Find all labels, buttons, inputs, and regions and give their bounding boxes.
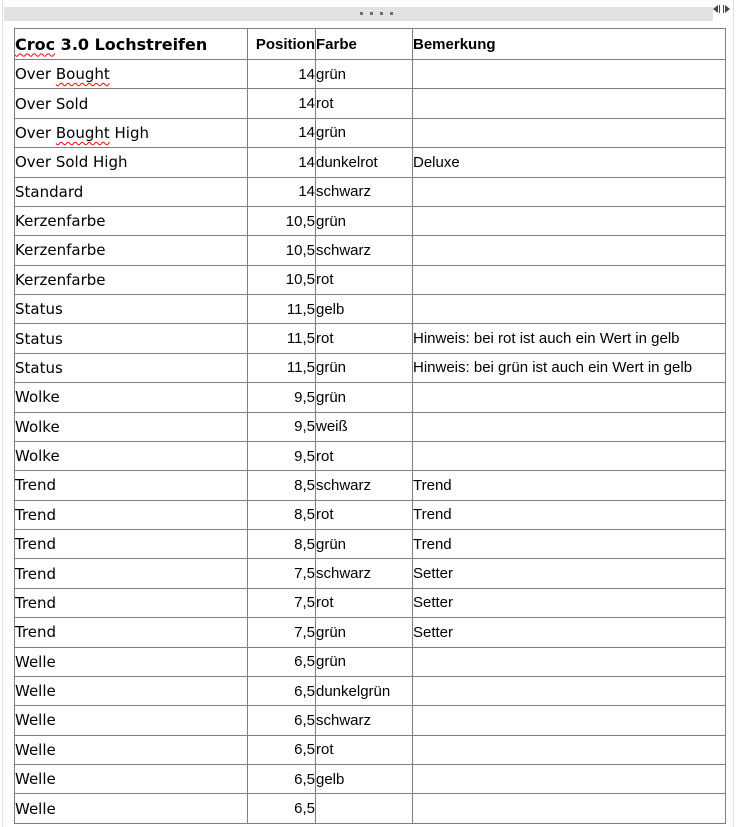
table-row [15,265,726,294]
farbe-cell[interactable]: rot [316,588,413,617]
triangle-right-icon [725,5,730,13]
name-cell[interactable]: Kerzenfarbe [15,206,248,235]
bemerkung-cell[interactable] [413,206,726,235]
name-cell[interactable]: Status [15,353,248,382]
table-row [15,500,726,529]
bemerkung-cell[interactable]: Hinweis: bei rot ist auch ein Wert in gelb [413,324,726,353]
table-body [15,60,726,824]
table-row [15,60,726,89]
bemerkung-cell[interactable] [413,441,726,470]
position-cell[interactable]: 10,5 [248,236,316,265]
table-row [15,471,726,500]
table-row [15,735,726,764]
bemerkung-cell[interactable] [413,89,726,118]
name-cell[interactable]: Over Bought [15,60,248,89]
position-cell[interactable]: 10,5 [248,265,316,294]
bemerkung-cell[interactable]: Setter [413,618,726,647]
farbe-cell[interactable]: grün [316,530,413,559]
position-cell[interactable]: 10,5 [248,206,316,235]
farbe-cell[interactable]: rot [316,89,413,118]
position-cell[interactable]: 9,5 [248,441,316,470]
collapse-right-icon[interactable] [723,5,730,13]
table-row [15,148,726,177]
table-row [15,706,726,735]
position-cell[interactable]: 6,5 [248,647,316,676]
table-row [15,765,726,794]
farbe-cell[interactable]: weiß [316,412,413,441]
name-cell[interactable]: Trend [15,618,248,647]
farbe-cell[interactable]: schwarz [316,236,413,265]
collapse-left-icon[interactable] [713,5,720,13]
name-cell[interactable]: Welle [15,647,248,676]
misspelled-word: Bought [55,123,110,142]
bemerkung-cell[interactable] [413,794,726,823]
name-cell[interactable]: Trend [15,500,248,529]
name-cell[interactable]: Standard [15,177,248,206]
farbe-cell[interactable]: schwarz [316,559,413,588]
misspelled-word: Bought [55,65,110,84]
name-cell[interactable]: Welle [15,794,248,823]
bemerkung-cell[interactable] [413,236,726,265]
position-cell[interactable]: 11,5 [248,295,316,324]
triangle-left-icon [713,5,718,13]
farbe-cell[interactable]: grün [316,60,413,89]
table-row [15,647,726,676]
name-cell[interactable]: Wolke [15,383,248,412]
table-row [15,206,726,235]
bemerkung-cell[interactable]: Trend [413,530,726,559]
panel-right-edge [733,0,734,827]
panel-left-edge [2,0,3,827]
bemerkung-cell[interactable] [413,412,726,441]
farbe-cell[interactable]: rot [316,324,413,353]
name-cell[interactable]: Trend [15,530,248,559]
table-row [15,236,726,265]
position-cell[interactable]: 8,5 [248,530,316,559]
bemerkung-cell[interactable]: Setter [413,588,726,617]
bemerkung-cell[interactable]: Setter [413,559,726,588]
farbe-cell[interactable]: rot [316,500,413,529]
bemerkung-cell[interactable] [413,177,726,206]
bemerkung-cell[interactable]: Trend [413,471,726,500]
croc-table [14,28,726,824]
position-cell[interactable]: 9,5 [248,412,316,441]
position-cell[interactable]: 8,5 [248,471,316,500]
table-row [15,118,726,147]
position-cell[interactable]: 14 [248,148,316,177]
farbe-cell[interactable]: rot [316,441,413,470]
position-cell[interactable]: 14 [248,177,316,206]
table-row [15,441,726,470]
column-header-farbe[interactable]: Farbe [316,29,413,60]
bemerkung-cell[interactable] [413,647,726,676]
farbe-cell[interactable]: schwarz [316,177,413,206]
grip-dots-icon[interactable] [360,12,393,15]
position-cell[interactable]: 14 [248,60,316,89]
table-row [15,89,726,118]
bemerkung-cell[interactable]: Hinweis: bei grün ist auch ein Wert in gelb [413,353,726,382]
table-row [15,353,726,382]
name-cell[interactable]: Kerzenfarbe [15,265,248,294]
position-cell[interactable]: 7,5 [248,618,316,647]
position-cell[interactable]: 14 [248,89,316,118]
position-cell[interactable]: 6,5 [248,706,316,735]
collapse-bar [719,5,720,13]
name-cell[interactable]: Over Sold [15,89,248,118]
bemerkung-cell[interactable] [413,706,726,735]
table-row [15,295,726,324]
position-cell[interactable]: 6,5 [248,676,316,705]
position-cell[interactable]: 6,5 [248,765,316,794]
collapse-bar [723,5,724,13]
table-row [15,676,726,705]
table-title[interactable]: Croc 3.0 Lochstreifen [15,29,248,60]
farbe-cell[interactable]: schwarz [316,706,413,735]
farbe-cell[interactable]: dunkelrot [316,148,413,177]
position-cell[interactable]: 11,5 [248,353,316,382]
farbe-cell[interactable]: grün [316,353,413,382]
name-cell[interactable]: Over Sold High [15,148,248,177]
table-row [15,177,726,206]
farbe-cell[interactable]: grün [316,647,413,676]
position-cell[interactable]: 11,5 [248,324,316,353]
farbe-cell[interactable]: schwarz [316,471,413,500]
table-row [15,383,726,412]
name-cell[interactable]: Welle [15,706,248,735]
name-cell[interactable]: Wolke [15,412,248,441]
bemerkung-cell[interactable] [413,676,726,705]
splitter-bar[interactable] [4,7,713,21]
column-header-bemerkung[interactable]: Bemerkung [413,29,726,60]
position-cell[interactable]: 9,5 [248,383,316,412]
name-cell[interactable]: Status [15,295,248,324]
name-cell[interactable]: Status [15,324,248,353]
column-header-position[interactable]: Position [248,29,316,60]
position-cell[interactable]: 14 [248,118,316,147]
name-cell[interactable]: Kerzenfarbe [15,236,248,265]
misspelled-word: Croc [15,34,56,54]
collapse-controls [713,5,730,13]
farbe-cell[interactable]: grün [316,383,413,412]
position-cell[interactable]: 7,5 [248,559,316,588]
name-cell[interactable]: Welle [15,765,248,794]
farbe-cell[interactable]: grün [316,618,413,647]
farbe-cell[interactable]: gelb [316,765,413,794]
position-cell[interactable]: 7,5 [248,588,316,617]
bemerkung-cell[interactable] [413,265,726,294]
table-row [15,588,726,617]
name-cell[interactable]: Over Bought High [15,118,248,147]
table-row [15,412,726,441]
bemerkung-cell[interactable] [413,383,726,412]
name-cell[interactable]: Wolke [15,441,248,470]
table-header-row [15,29,726,60]
name-cell[interactable]: Welle [15,735,248,764]
table-row [15,794,726,823]
farbe-cell[interactable]: gelb [316,295,413,324]
bemerkung-cell[interactable] [413,765,726,794]
position-cell[interactable]: 6,5 [248,735,316,764]
name-cell[interactable]: Welle [15,676,248,705]
bemerkung-cell[interactable] [413,118,726,147]
bemerkung-cell[interactable] [413,295,726,324]
name-cell[interactable]: Trend [15,588,248,617]
farbe-cell[interactable]: rot [316,735,413,764]
name-cell[interactable]: Trend [15,559,248,588]
farbe-cell[interactable]: grün [316,118,413,147]
farbe-cell[interactable]: rot [316,265,413,294]
bemerkung-cell[interactable]: Deluxe [413,148,726,177]
position-cell[interactable]: 6,5 [248,794,316,823]
bemerkung-cell[interactable]: Trend [413,500,726,529]
bemerkung-cell[interactable] [413,735,726,764]
farbe-cell[interactable]: dunkelgrün [316,676,413,705]
position-cell[interactable]: 8,5 [248,500,316,529]
farbe-cell[interactable]: grün [316,206,413,235]
table-row [15,530,726,559]
bemerkung-cell[interactable] [413,60,726,89]
table-row [15,618,726,647]
name-cell[interactable]: Trend [15,471,248,500]
farbe-cell[interactable] [316,794,413,823]
table-row [15,559,726,588]
table-row [15,324,726,353]
